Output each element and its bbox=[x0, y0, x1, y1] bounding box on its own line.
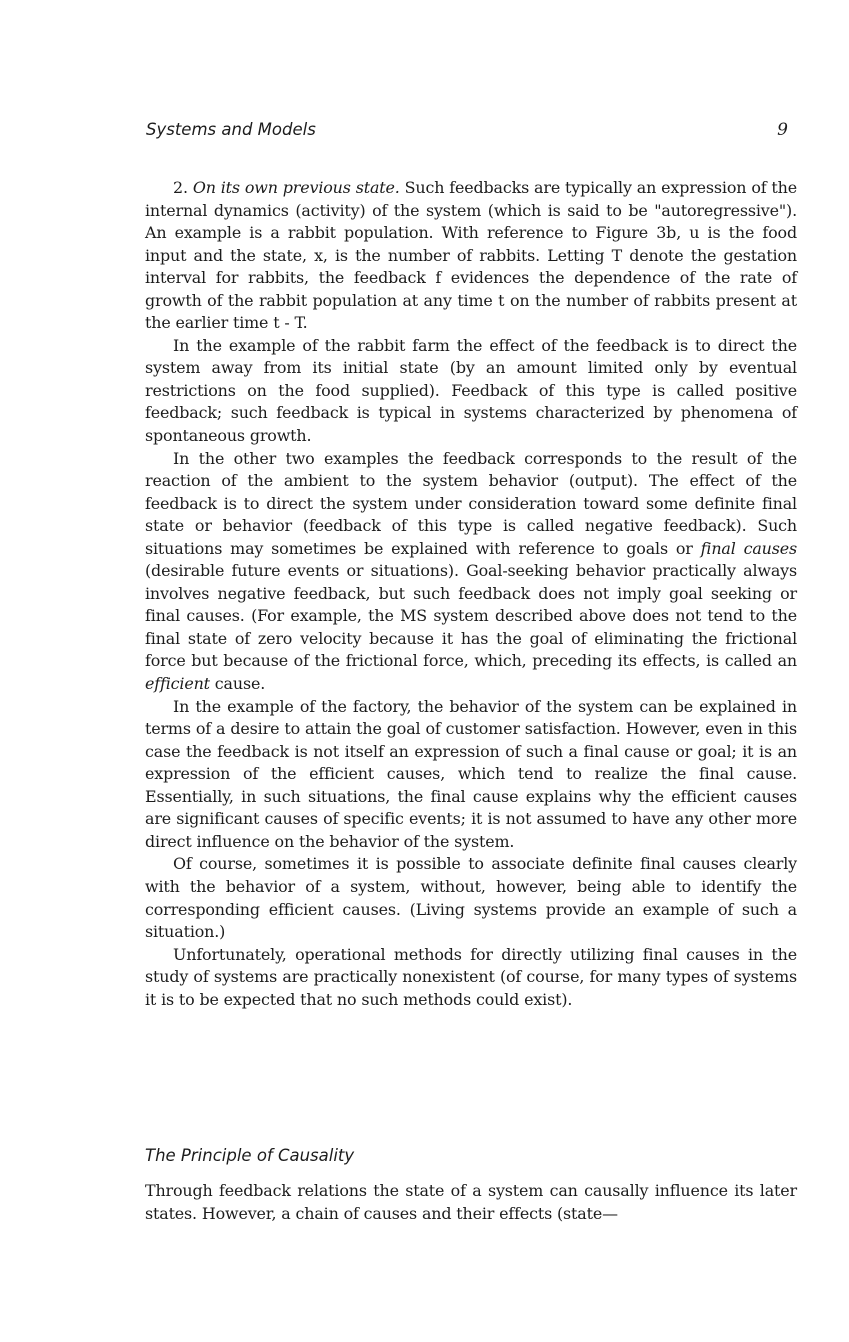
paragraph-text: Such feedbacks are typically an expression of the internal dynamics (activity) of the system (which is said to be "autoregressive"). An example is a rabbit population. With reference to Figure 3b, u is the food input and the state, x, is the number of rabbits. Letting T denote the gestation interval for rabbits, the feedback f evidences the dependence of the rate of growth of the rabbit population at any time t on the number of rabbits present at the earlier time t - T. bbox=[145, 178, 798, 333]
page-number: 9 bbox=[777, 120, 788, 140]
italic-term-final-causes: final causes bbox=[700, 538, 797, 558]
paragraph-text: In the other two examples the feedback corresponds to the result of the reaction of the ambient to the system behavior (output). The effect of the feedback is to direct the system under consideration toward some definite final state or behavior (feedback of this type is called negative feedback). Such situations may sometimes be explained with reference to goals or bbox=[145, 448, 797, 558]
paragraph-operational-methods: Unfortunately, operational methods for directly utilizing final causes in the study of systems are practically nonexistent (of course, for many types of systems it is to be expected that no such methods could exist). bbox=[145, 944, 797, 1009]
running-head-title: Systems and Models bbox=[146, 120, 316, 139]
list-item-heading: On its own previous state. bbox=[192, 178, 400, 197]
list-number: 2. bbox=[173, 178, 193, 197]
italic-term-efficient: efficient bbox=[145, 674, 210, 694]
paragraph-text: cause. bbox=[209, 674, 266, 694]
running-head bbox=[146, 120, 794, 146]
section-heading: The Principle of Causality bbox=[145, 1146, 355, 1165]
paragraph-final-causes: Of course, sometimes it is possible to associate definite final causes clearly with the behavior of a system, without, however, being able to identify the corresponding efficient causes. (Living systems provide an example of such a situation.) bbox=[145, 854, 797, 942]
paragraph-negative-feedback bbox=[145, 448, 797, 696]
paragraph-factory-example: In the example of the factory, the behavior of the system can be explained in terms of a desire to attain the goal of customer satisfaction. However, even in this case the feedback is not itself an expression of such a final cause or goal; it is an expression of the efficient causes, which tend to realize the final cause. Essentially, in such situations, the final cause explains why the efficient causes are significant causes of specific events; it is not assumed to have any other more direct influence on the behavior of the system. bbox=[145, 696, 797, 851]
body-text bbox=[145, 177, 797, 1011]
paragraph-previous-state bbox=[145, 177, 797, 335]
paragraph-text: (desirable future events or situations). Goal-seeking behavior practically always involves negative feedback, but such feedback does not imply goal seeking or final causes. (For example, the MS system described above does not tend to the final state of zero velocity because it has the goal of eliminating the frictional force but because of the frictional force, which, preceding its effects, is called an bbox=[145, 561, 797, 671]
section-paragraph: Through feedback relations the state of a system can causally influence its later states. However, a chain of causes and their effects (state— bbox=[145, 1181, 797, 1223]
paragraph-positive-feedback: In the example of the rabbit farm the effect of the feedback is to direct the system away from its initial state (by an amount limited only by eventual restrictions on the food supplied). Feedback of this type is called positive feedback; such feedback is typical in systems characterized by phenomena of spontaneous growth. bbox=[145, 335, 797, 446]
